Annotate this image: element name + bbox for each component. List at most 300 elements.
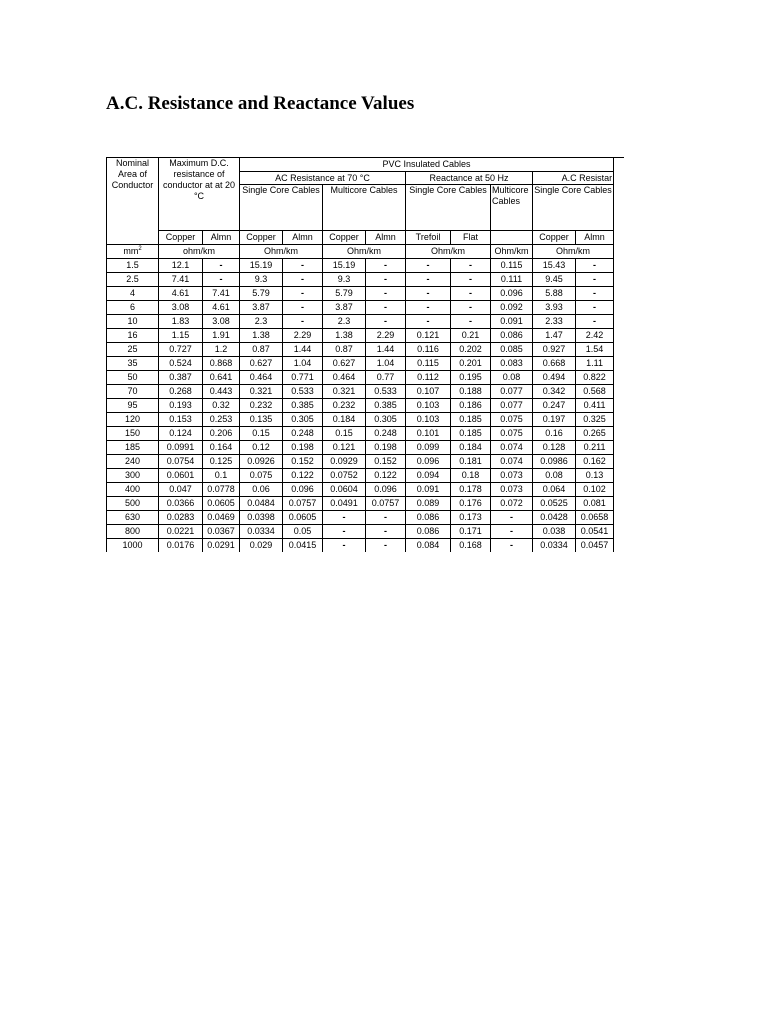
table-cell: 0.568	[576, 385, 614, 399]
table-cell: 0.668	[533, 357, 576, 371]
table-row	[107, 385, 625, 399]
table-row	[107, 273, 625, 287]
unit-mm: mm	[123, 246, 139, 256]
table-cell: 0.253	[203, 413, 240, 427]
table-cell-extra	[614, 287, 624, 301]
header-reactance-50hz: Reactance at 50 Hz	[406, 172, 533, 185]
header-dc-copper: Copper	[159, 231, 203, 245]
table-cell: 0.075	[491, 427, 533, 441]
table-cell: -	[283, 273, 323, 287]
table-cell: 0.185	[451, 427, 491, 441]
table-cell: 1000	[107, 539, 159, 553]
table-cell: 0.198	[366, 441, 406, 455]
table-cell: 0.121	[323, 441, 366, 455]
table-cell-extra	[614, 483, 624, 497]
table-cell: 1.91	[203, 329, 240, 343]
table-row	[107, 371, 625, 385]
table-cell: 0.0754	[159, 455, 203, 469]
table-cell-extra	[614, 525, 624, 539]
table-cell: -	[283, 259, 323, 273]
table-cell: 0.305	[283, 413, 323, 427]
table-cell: 0.13	[576, 469, 614, 483]
header-ac-single-almn: Almn	[283, 231, 323, 245]
table-cell: 9.45	[533, 273, 576, 287]
table-cell: 0.178	[451, 483, 491, 497]
table-cell: -	[406, 301, 451, 315]
table-cell: 1.04	[366, 357, 406, 371]
header-max-dc-line-3: conductor at at 20	[162, 180, 236, 190]
table-cell: 25	[107, 343, 159, 357]
table-cell: 0.0366	[159, 497, 203, 511]
table-cell: 0.202	[451, 343, 491, 357]
table-cell: 0.32	[203, 399, 240, 413]
table-cell: 0.627	[240, 357, 283, 371]
table-cell: 0.121	[406, 329, 451, 343]
table-cell: 1.5	[107, 259, 159, 273]
table-cell: 0.153	[159, 413, 203, 427]
table-cell: 0.0991	[159, 441, 203, 455]
table-cell: 95	[107, 399, 159, 413]
table-cell: 0.162	[576, 455, 614, 469]
table-cell: 15.19	[240, 259, 283, 273]
header-nominal-line-1: Nominal	[115, 158, 149, 168]
table-cell: 0.073	[491, 483, 533, 497]
table-cell: 0.321	[323, 385, 366, 399]
table-cell: 400	[107, 483, 159, 497]
header-ac-resistance-2: A.C Resistar	[533, 172, 614, 185]
table-row	[107, 413, 625, 427]
table-cell: 0.168	[451, 539, 491, 553]
table-cell: 0.87	[240, 343, 283, 357]
table-row	[107, 301, 625, 315]
table-cell: 0.086	[406, 511, 451, 525]
table-cell: 0.641	[203, 371, 240, 385]
table-cell: -	[491, 539, 533, 553]
table-cell: 0.727	[159, 343, 203, 357]
table-cell: 0.0986	[533, 455, 576, 469]
header-single-core-cables: Single Core Cables	[240, 185, 323, 231]
table-cell: 0.05	[283, 525, 323, 539]
table-cell: -	[576, 301, 614, 315]
table-cell: 0.868	[203, 357, 240, 371]
table-cell: 0.0457	[576, 539, 614, 553]
table-cell: 2.29	[366, 329, 406, 343]
table-row	[107, 343, 625, 357]
table-row	[107, 483, 625, 497]
table-cell: 0.135	[240, 413, 283, 427]
header-nominal-area	[107, 158, 159, 203]
table-row	[107, 427, 625, 441]
table-cell: 0.0334	[240, 525, 283, 539]
table-cell: -	[366, 259, 406, 273]
table-cell: 0.325	[576, 413, 614, 427]
table-viewport	[106, 157, 624, 552]
table-cell: 0.115	[406, 357, 451, 371]
table-cell-extra	[614, 497, 624, 511]
table-cell: 0.072	[491, 497, 533, 511]
unit-reactance-multi-ohm: Ohm/km	[491, 245, 533, 259]
table-cell: 0.0757	[283, 497, 323, 511]
table-cell: 0.091	[491, 315, 533, 329]
table-cell: 0.038	[533, 525, 576, 539]
table-cell: 0.188	[451, 385, 491, 399]
table-cell-extra	[614, 441, 624, 455]
table-cell: 300	[107, 469, 159, 483]
table-cell: 0.232	[323, 399, 366, 413]
unit-mm2	[107, 245, 159, 259]
table-cell: 1.38	[323, 329, 366, 343]
table-cell: 0.152	[366, 455, 406, 469]
table-cell: -	[406, 315, 451, 329]
table-cell: 0.184	[451, 441, 491, 455]
table-cell: 0.074	[491, 455, 533, 469]
header-extra-blank-2	[614, 172, 624, 185]
table-cell: 0.197	[533, 413, 576, 427]
table-row	[107, 315, 625, 329]
header-extra-blank-3	[614, 185, 624, 231]
header-nominal-line-3: Conductor	[111, 180, 154, 190]
table-cell: 0.0605	[283, 511, 323, 525]
table-cell: 0.443	[203, 385, 240, 399]
table-cell: 0.122	[283, 469, 323, 483]
header-max-dc-resistance	[159, 158, 240, 203]
table-cell: 2.3	[323, 315, 366, 329]
header-pvc-insulated: PVC Insulated Cables	[240, 158, 614, 172]
table-cell: 0.122	[366, 469, 406, 483]
table-cell: 3.93	[533, 301, 576, 315]
table-row	[107, 469, 625, 483]
table-cell: 9.3	[240, 273, 283, 287]
table-cell: 0.089	[406, 497, 451, 511]
table-cell: -	[366, 273, 406, 287]
table-cell: 0.247	[533, 399, 576, 413]
table-cell: -	[366, 539, 406, 553]
table-cell: 0.077	[491, 385, 533, 399]
table-cell: 0.0778	[203, 483, 240, 497]
table-cell: 0.075	[240, 469, 283, 483]
table-cell: 0.115	[491, 259, 533, 273]
table-cell: 5.88	[533, 287, 576, 301]
table-cell: 2.3	[240, 315, 283, 329]
table-cell: 1.15	[159, 329, 203, 343]
header-reactance-multicore	[491, 185, 533, 231]
table-cell: 0.77	[366, 371, 406, 385]
table-cell: 0.101	[406, 427, 451, 441]
table-cell: 0.268	[159, 385, 203, 399]
table-cell: 0.822	[576, 371, 614, 385]
table-cell: 0.248	[366, 427, 406, 441]
table-cell: 0.128	[533, 441, 576, 455]
table-row	[107, 357, 625, 371]
table-cell: 0.086	[406, 525, 451, 539]
table-cell: 2.5	[107, 273, 159, 287]
table-cell: -	[491, 511, 533, 525]
table-cell: 0.0658	[576, 511, 614, 525]
table-cell: 0.116	[406, 343, 451, 357]
table-cell: 0.211	[576, 441, 614, 455]
table-row	[107, 441, 625, 455]
header-ac-multi-almn: Almn	[366, 231, 406, 245]
table-cell: 0.18	[451, 469, 491, 483]
table-cell-extra	[614, 511, 624, 525]
table-cell: 0.0525	[533, 497, 576, 511]
header-nominal-line-2: Area of	[117, 169, 148, 179]
table-cell: 1.38	[240, 329, 283, 343]
table-cell: 0.232	[240, 399, 283, 413]
table-cell: 0.047	[159, 483, 203, 497]
header-nominal-blank	[107, 231, 159, 245]
table-cell: -	[203, 259, 240, 273]
table-cell: 10	[107, 315, 159, 329]
table-row	[107, 539, 625, 553]
table-cell: -	[451, 259, 491, 273]
unit-reactance-single-ohm: Ohm/km	[406, 245, 491, 259]
header-max-dc-spacer	[159, 202, 240, 231]
header-multicore-blank	[491, 231, 533, 245]
header-max-dc-line-2: resistance of	[173, 169, 225, 179]
table-cell: 185	[107, 441, 159, 455]
header-ac2-copper: Copper	[533, 231, 576, 245]
header-dc-almn: Almn	[203, 231, 240, 245]
table-cell: 0.0752	[323, 469, 366, 483]
table-cell: 0.064	[533, 483, 576, 497]
table-cell: 0.086	[491, 329, 533, 343]
table-cell: -	[576, 287, 614, 301]
table-cell: 0.111	[491, 273, 533, 287]
table-cell-extra	[614, 329, 624, 343]
page-title: A.C. Resistance and Reactance Values	[106, 93, 415, 114]
header-ac-single-copper: Copper	[240, 231, 283, 245]
table-cell: 0.091	[406, 483, 451, 497]
table-row	[107, 287, 625, 301]
table-cell: 50	[107, 371, 159, 385]
table-cell: 0.0221	[159, 525, 203, 539]
table-cell: 1.83	[159, 315, 203, 329]
table-cell: 0.096	[491, 287, 533, 301]
table-cell-extra	[614, 455, 624, 469]
table-cell: 0.112	[406, 371, 451, 385]
table-cell: 0.077	[491, 399, 533, 413]
table-cell: 0.387	[159, 371, 203, 385]
table-cell: -	[283, 315, 323, 329]
table-row	[107, 399, 625, 413]
table-cell: 1.44	[366, 343, 406, 357]
table-cell: 240	[107, 455, 159, 469]
table-cell: 0.103	[406, 413, 451, 427]
header-ac2-almn: Almn	[576, 231, 614, 245]
table-cell: 0.0929	[323, 455, 366, 469]
table-row	[107, 511, 625, 525]
table-cell: 0.0415	[283, 539, 323, 553]
table-cell: 0.195	[451, 371, 491, 385]
table-row	[107, 455, 625, 469]
table-cell: -	[366, 301, 406, 315]
table-cell: 1.11	[576, 357, 614, 371]
table-cell: 0.305	[366, 413, 406, 427]
header-ac-single-core-cables: Single Core Cables	[533, 185, 614, 231]
table-cell: 12.1	[159, 259, 203, 273]
table-cell: -	[366, 315, 406, 329]
table-cell: 0.927	[533, 343, 576, 357]
table-cell: 0.0604	[323, 483, 366, 497]
table-cell: -	[451, 287, 491, 301]
table-cell: 5.79	[240, 287, 283, 301]
table-cell: 0.12	[240, 441, 283, 455]
table-cell: 0.87	[323, 343, 366, 357]
table-cell: 150	[107, 427, 159, 441]
table-cell: 9.3	[323, 273, 366, 287]
table-cell: 120	[107, 413, 159, 427]
table-cell-extra	[614, 343, 624, 357]
table-row	[107, 259, 625, 273]
table-cell: -	[406, 287, 451, 301]
table-cell: -	[366, 287, 406, 301]
table-cell: -	[366, 511, 406, 525]
unit-mm-sup: 2	[138, 246, 142, 252]
table-cell-extra	[614, 357, 624, 371]
table-cell: 0.173	[451, 511, 491, 525]
table-cell: 0.181	[451, 455, 491, 469]
table-cell: 0.15	[323, 427, 366, 441]
table-cell: 0.771	[283, 371, 323, 385]
table-cell: 3.08	[159, 301, 203, 315]
table-cell: 1.54	[576, 343, 614, 357]
table-cell: 1.04	[283, 357, 323, 371]
table-cell: 1.44	[283, 343, 323, 357]
table-cell: 0.201	[451, 357, 491, 371]
table-cell: 0.0605	[203, 497, 240, 511]
header-multicore-line-2: Cables	[492, 196, 521, 206]
table-cell: 7.41	[159, 273, 203, 287]
table-cell: 0.21	[451, 329, 491, 343]
table-cell: 0.533	[366, 385, 406, 399]
header-multicore-cables: Multicore Cables	[323, 185, 406, 231]
table-cell: 4.61	[159, 287, 203, 301]
table-cell: 0.103	[406, 399, 451, 413]
table-cell: 3.87	[323, 301, 366, 315]
table-cell: -	[323, 539, 366, 553]
table-cell: 70	[107, 385, 159, 399]
table-cell-extra	[614, 301, 624, 315]
table-cell: 0.321	[240, 385, 283, 399]
table-cell: 0.206	[203, 427, 240, 441]
table-cell: 0.0541	[576, 525, 614, 539]
table-cell: 0.0757	[366, 497, 406, 511]
header-trefoil: Trefoil	[406, 231, 451, 245]
unit-ac2-ohm: Ohm/km	[533, 245, 614, 259]
table-cell: 0.0334	[533, 539, 576, 553]
table-cell: 4	[107, 287, 159, 301]
table-cell: 0.125	[203, 455, 240, 469]
table-cell: 0.092	[491, 301, 533, 315]
header-extra-blank-4	[614, 231, 624, 245]
table-cell: 4.61	[203, 301, 240, 315]
table-cell: 0.096	[366, 483, 406, 497]
table-cell: 500	[107, 497, 159, 511]
table-cell: 0.074	[491, 441, 533, 455]
table-cell: 0.0601	[159, 469, 203, 483]
table-cell-extra	[614, 469, 624, 483]
table-cell: 0.385	[366, 399, 406, 413]
table-cell-extra	[614, 315, 624, 329]
table-cell: 0.06	[240, 483, 283, 497]
table-cell: 0.094	[406, 469, 451, 483]
table-cell: -	[283, 287, 323, 301]
table-cell: 0.184	[323, 413, 366, 427]
table-cell: 0.193	[159, 399, 203, 413]
table-cell: 0.0926	[240, 455, 283, 469]
table-cell: 0.096	[406, 455, 451, 469]
table-cell: 16	[107, 329, 159, 343]
table-cell: 630	[107, 511, 159, 525]
table-cell-extra	[614, 371, 624, 385]
table-cell: 0.494	[533, 371, 576, 385]
table-cell: 0.0428	[533, 511, 576, 525]
table-row	[107, 525, 625, 539]
table-cell: 0.152	[283, 455, 323, 469]
table-cell: -	[323, 525, 366, 539]
table-row	[107, 329, 625, 343]
table-cell: 0.099	[406, 441, 451, 455]
table-cell: 2.29	[283, 329, 323, 343]
table-cell: -	[576, 259, 614, 273]
table-cell: 0.0283	[159, 511, 203, 525]
table-cell: 0.411	[576, 399, 614, 413]
header-flat: Flat	[451, 231, 491, 245]
table-cell: 0.171	[451, 525, 491, 539]
table-cell: -	[406, 259, 451, 273]
table-cell: 2.42	[576, 329, 614, 343]
table-cell: 0.385	[283, 399, 323, 413]
table-row	[107, 497, 625, 511]
table-cell: 0.16	[533, 427, 576, 441]
table-cell: 0.0469	[203, 511, 240, 525]
unit-ac-single-ohm: Ohm/km	[240, 245, 323, 259]
table-cell: 0.186	[451, 399, 491, 413]
table-cell: 0.107	[406, 385, 451, 399]
table-cell: 0.075	[491, 413, 533, 427]
table-cell: 0.081	[576, 497, 614, 511]
table-cell: -	[576, 273, 614, 287]
table-cell: 3.08	[203, 315, 240, 329]
table-cell: -	[576, 315, 614, 329]
table-cell-extra	[614, 413, 624, 427]
header-max-dc-line-4: °C	[193, 191, 205, 201]
table-cell: -	[323, 511, 366, 525]
table-cell: 0.1	[203, 469, 240, 483]
table-cell: 0.185	[451, 413, 491, 427]
table-cell: 1.47	[533, 329, 576, 343]
table-cell: 0.029	[240, 539, 283, 553]
table-cell: 3.87	[240, 301, 283, 315]
table-cell: 0.265	[576, 427, 614, 441]
table-cell: 0.176	[451, 497, 491, 511]
table-cell: 0.096	[283, 483, 323, 497]
table-cell: 0.0398	[240, 511, 283, 525]
table-cell: 0.464	[323, 371, 366, 385]
header-reactance-single-core: Single Core Cables	[406, 185, 491, 231]
table-cell: 0.164	[203, 441, 240, 455]
header-max-dc-line-1: Maximum D.C.	[169, 158, 229, 168]
table-cell: 6	[107, 301, 159, 315]
table-cell: -	[451, 315, 491, 329]
table-cell: -	[491, 525, 533, 539]
table-cell: -	[451, 273, 491, 287]
header-ac-resistance-70: AC Resistance at 70 °C	[240, 172, 406, 185]
table-cell: 0.15	[240, 427, 283, 441]
table-cell: 0.248	[283, 427, 323, 441]
header-extra-blank	[614, 158, 624, 172]
